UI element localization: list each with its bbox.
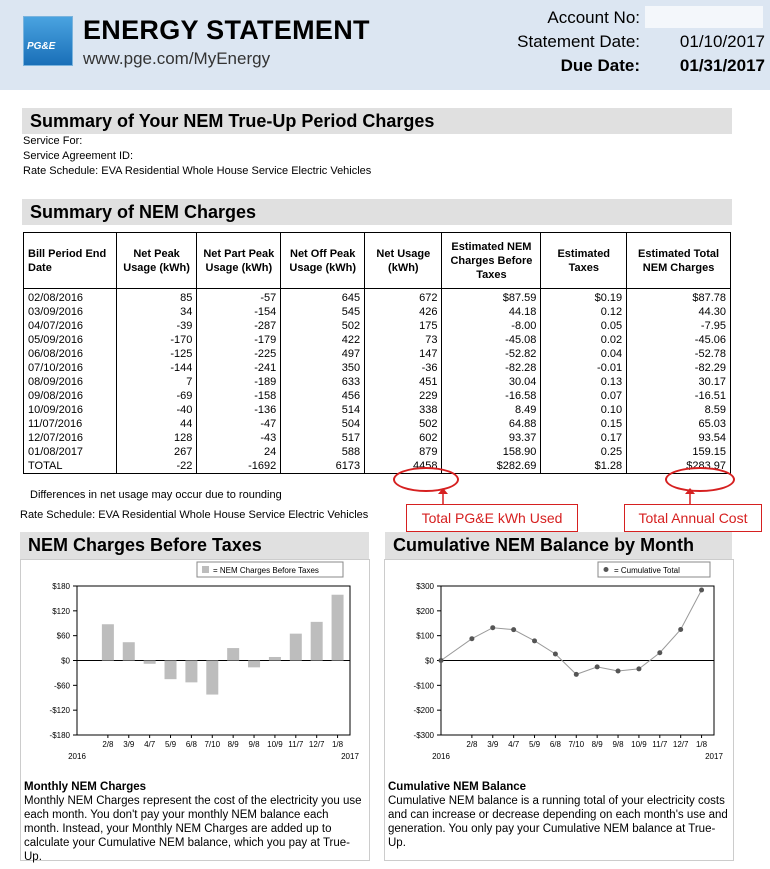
table-cell: -154 (197, 305, 281, 319)
table-cell: 44.30 (627, 305, 731, 319)
nem-charges-bar-chart (20, 559, 368, 779)
x-tick-label: 10/9 (631, 740, 647, 749)
x-tick-label: 1/8 (695, 740, 708, 749)
table-cell: 4458 (365, 459, 442, 474)
table-cell: -52.78 (627, 347, 731, 361)
legend-label: = NEM Charges Before Taxes (213, 566, 319, 575)
chart2-title: Cumulative NEM Balance by Month (385, 532, 732, 559)
table-cell: 24 (197, 445, 281, 459)
column-header: Net Part Peak Usage (kWh) (197, 233, 281, 289)
bar (332, 595, 344, 661)
table-cell: 0.02 (541, 333, 627, 347)
x-tick-label: 3/9 (487, 740, 499, 749)
table-cell: -40 (116, 403, 197, 417)
bar (206, 661, 218, 695)
statement-date-label: Statement Date: (517, 32, 640, 51)
x-tick-label: 7/10 (204, 740, 221, 749)
data-point (636, 666, 641, 671)
table-cell: 502 (281, 319, 365, 333)
table-cell: 64.88 (442, 417, 541, 431)
bar (102, 624, 114, 660)
y-tick-label: $60 (56, 631, 70, 641)
year-end-label: 2017 (341, 752, 359, 761)
table-cell: -22 (116, 459, 197, 474)
table-cell: 0.10 (541, 403, 627, 417)
x-tick-label: 4/7 (144, 740, 156, 749)
table-cell: -39 (116, 319, 197, 333)
cumulative-balance-line-chart (384, 559, 732, 779)
table-cell: -241 (197, 361, 281, 375)
table-cell: 422 (281, 333, 365, 347)
table-cell: -158 (197, 389, 281, 403)
y-tick-label: -$60 (53, 681, 70, 691)
table-cell: -45.08 (442, 333, 541, 347)
legend-label: = Cumulative Total (614, 566, 680, 575)
data-point (532, 638, 537, 643)
table-cell: 0.04 (541, 347, 627, 361)
table-cell: $282.69 (442, 459, 541, 474)
table-cell: 175 (365, 319, 442, 333)
rate-schedule: Rate Schedule: EVA Residential Whole House Service Electric Vehicles (23, 165, 372, 177)
x-tick-label: 11/7 (652, 740, 668, 749)
data-point (469, 636, 474, 641)
summary-title: Summary of Your NEM True-Up Period Charges (22, 108, 732, 134)
table-cell: 602 (365, 431, 442, 445)
legend-marker (604, 567, 609, 572)
y-tick-label: $0 (61, 656, 70, 666)
x-tick-label: 10/9 (267, 740, 283, 749)
table-cell: 504 (281, 417, 365, 431)
cumulative-heading: Cumulative NEM Balance (388, 781, 527, 793)
x-tick-label: 5/9 (528, 740, 541, 749)
table-cell: -125 (116, 347, 197, 361)
table-cell: -57 (197, 289, 281, 306)
bar (311, 622, 323, 661)
table-cell: 93.37 (442, 431, 541, 445)
y-tick-label: -$300 (413, 731, 434, 740)
statement-date: 01/10/2017 (679, 32, 765, 51)
data-point (616, 669, 621, 674)
table-cell: 44.18 (442, 305, 541, 319)
x-tick-label: 2/8 (102, 740, 114, 749)
table-cell: 426 (365, 305, 442, 319)
service-agreement: Service Agreement ID: (23, 150, 134, 162)
table-cell: $1.28 (541, 459, 627, 474)
table-cell: 04/07/2016 (24, 319, 117, 333)
table-cell: $0.19 (541, 289, 627, 306)
table-cell: 338 (365, 403, 442, 417)
bar (248, 661, 260, 668)
y-tick-label: -$100 (413, 681, 434, 691)
bar (227, 648, 239, 660)
table-cell: 03/09/2016 (24, 305, 117, 319)
cumulative-text: Cumulative NEM balance is a running total of your electricity costs and can increase or decrease depending on each month's use and generation. You only pay your Cumulative NEM balance at True-Up. (388, 795, 728, 849)
chart1-title: NEM Charges Before Taxes (20, 532, 369, 559)
website-url: www.pge.com/MyEnergy (83, 49, 271, 68)
table-cell: -45.06 (627, 333, 731, 347)
data-point (595, 664, 600, 669)
table-cell: 588 (281, 445, 365, 459)
table-cell: 73 (365, 333, 442, 347)
table-cell: 08/09/2016 (24, 375, 117, 389)
y-tick-label: $120 (52, 606, 70, 616)
x-tick-label: 6/8 (185, 740, 197, 749)
y-tick-label: $100 (416, 631, 434, 641)
table-cell: -16.51 (627, 389, 731, 403)
table-cell: 12/07/2016 (24, 431, 117, 445)
table-cell: 10/09/2016 (24, 403, 117, 417)
data-point (439, 658, 444, 663)
x-tick-label: 2/8 (466, 740, 478, 749)
x-tick-label: 4/7 (508, 740, 520, 749)
monthly-heading: Monthly NEM Charges (24, 781, 147, 793)
table-cell: 545 (281, 305, 365, 319)
table-cell: 0.07 (541, 389, 627, 403)
table-cell: 0.25 (541, 445, 627, 459)
x-tick-label: 8/9 (591, 740, 603, 749)
x-tick-label: 9/8 (612, 740, 624, 749)
y-tick-label: -$120 (49, 706, 70, 716)
table-cell: 93.54 (627, 431, 731, 445)
monthly-text: Monthly NEM Charges represent the cost of the electricity you use each month. You don't pay your monthly NEM balance each month. Instead, your Monthly NEM Charges are added up to calculate your Cumulative NEM balance, which you pay at True-Up. (24, 795, 362, 863)
table-cell: -69 (116, 389, 197, 403)
data-point (657, 650, 662, 655)
y-tick-label: $180 (52, 582, 70, 591)
table-cell: 01/08/2017 (24, 445, 117, 459)
x-tick-label: 5/9 (164, 740, 177, 749)
x-tick-label: 3/9 (123, 740, 135, 749)
table-cell: 8.49 (442, 403, 541, 417)
table-cell: 456 (281, 389, 365, 403)
y-tick-label: $200 (416, 606, 434, 616)
column-header: Estimated NEM Charges Before Taxes (442, 233, 541, 289)
legend-swatch (202, 566, 209, 573)
data-point (678, 627, 683, 632)
table-cell: -170 (116, 333, 197, 347)
table-cell: 0.13 (541, 375, 627, 389)
table-cell: 8.59 (627, 403, 731, 417)
data-point (490, 625, 495, 630)
x-tick-label: 12/7 (672, 740, 689, 749)
bar (185, 661, 197, 683)
table-cell: 497 (281, 347, 365, 361)
y-tick-label: -$180 (49, 731, 70, 740)
due-date: 01/31/2017 (679, 56, 765, 75)
table-cell: -136 (197, 403, 281, 417)
table-cell: 85 (116, 289, 197, 306)
table-cell: -82.29 (627, 361, 731, 375)
x-tick-label: 7/10 (568, 740, 585, 749)
bar (290, 634, 302, 661)
statement-title: ENERGY STATEMENT (83, 15, 370, 45)
account-label: Account No: (547, 8, 640, 27)
table-cell: 44 (116, 417, 197, 431)
annotation-annual-cost: Total Annual Cost (624, 504, 762, 532)
table-cell: 502 (365, 417, 442, 431)
x-tick-label: 12/7 (308, 740, 325, 749)
annotation-kwh-used: Total PG&E kWh Used (406, 504, 578, 532)
table-cell: 07/10/2016 (24, 361, 117, 375)
x-tick-label: 8/9 (227, 740, 239, 749)
table-cell: -8.00 (442, 319, 541, 333)
column-header: Net Usage (kWh) (365, 233, 442, 289)
column-header: Bill Period End Date (24, 233, 117, 289)
table-cell: -144 (116, 361, 197, 375)
column-header: Estimated Total NEM Charges (627, 233, 731, 289)
table-cell: -16.58 (442, 389, 541, 403)
due-date-label: Due Date: (560, 56, 640, 75)
table-cell: 672 (365, 289, 442, 306)
table-cell: 159.15 (627, 445, 731, 459)
table-cell: -179 (197, 333, 281, 347)
data-point (699, 587, 704, 592)
column-header: Net Off Peak Usage (kWh) (281, 233, 365, 289)
y-tick-label: $300 (416, 582, 434, 591)
year-end-label: 2017 (705, 752, 723, 761)
bar (123, 642, 135, 660)
table-cell: 0.17 (541, 431, 627, 445)
nem-charges-title: Summary of NEM Charges (22, 199, 732, 225)
y-tick-label: -$200 (413, 706, 434, 716)
table-cell: 645 (281, 289, 365, 306)
table-cell: 34 (116, 305, 197, 319)
table-cell: -189 (197, 375, 281, 389)
data-point (511, 627, 516, 632)
table-cell: 11/07/2016 (24, 417, 117, 431)
table-cell: $87.59 (442, 289, 541, 306)
rate-schedule-2: Rate Schedule: EVA Residential Whole House Service Electric Vehicles (20, 509, 369, 521)
table-cell: 09/08/2016 (24, 389, 117, 403)
table-cell: -225 (197, 347, 281, 361)
data-point (574, 672, 579, 677)
table-cell: 633 (281, 375, 365, 389)
x-tick-label: 6/8 (549, 740, 561, 749)
table-cell: 158.90 (442, 445, 541, 459)
table-cell: 147 (365, 347, 442, 361)
data-point (553, 651, 558, 656)
table-cell: $87.78 (627, 289, 731, 306)
table-cell: 229 (365, 389, 442, 403)
table-cell: 30.17 (627, 375, 731, 389)
service-for: Service For: (23, 135, 83, 147)
table-cell: -82.28 (442, 361, 541, 375)
table-cell: 6173 (281, 459, 365, 474)
rounding-note: Differences in net usage may occur due to rounding (30, 489, 282, 501)
table-cell: 267 (116, 445, 197, 459)
y-tick-label: $0 (425, 656, 434, 666)
table-cell: 65.03 (627, 417, 731, 431)
column-header: Estimated Taxes (541, 233, 627, 289)
table-cell: -52.82 (442, 347, 541, 361)
table-cell: 0.12 (541, 305, 627, 319)
table-cell: -287 (197, 319, 281, 333)
table-cell: 879 (365, 445, 442, 459)
table-cell: -0.01 (541, 361, 627, 375)
year-start-label: 2016 (68, 752, 86, 761)
table-cell: 7 (116, 375, 197, 389)
table-cell: -7.95 (627, 319, 731, 333)
table-cell: 02/08/2016 (24, 289, 117, 306)
bar (144, 661, 156, 664)
logo-text: PG&E (27, 41, 56, 52)
year-start-label: 2016 (432, 752, 450, 761)
table-cell: 517 (281, 431, 365, 445)
table-cell: 350 (281, 361, 365, 375)
table-cell: -36 (365, 361, 442, 375)
table-cell: TOTAL (24, 459, 117, 474)
table-cell: -47 (197, 417, 281, 431)
column-header: Net Peak Usage (kWh) (116, 233, 197, 289)
table-cell: 06/08/2016 (24, 347, 117, 361)
table-cell: $283.97 (627, 459, 731, 474)
table-cell: 0.15 (541, 417, 627, 431)
table-cell: 0.05 (541, 319, 627, 333)
x-tick-label: 11/7 (288, 740, 304, 749)
table-cell: -43 (197, 431, 281, 445)
table-cell: 05/09/2016 (24, 333, 117, 347)
x-tick-label: 9/8 (248, 740, 260, 749)
x-tick-label: 1/8 (331, 740, 344, 749)
table-cell: 451 (365, 375, 442, 389)
table-cell: 128 (116, 431, 197, 445)
table-cell: 30.04 (442, 375, 541, 389)
bar (165, 661, 177, 680)
bar (269, 657, 281, 661)
table-cell: 514 (281, 403, 365, 417)
table-cell: -1692 (197, 459, 281, 474)
